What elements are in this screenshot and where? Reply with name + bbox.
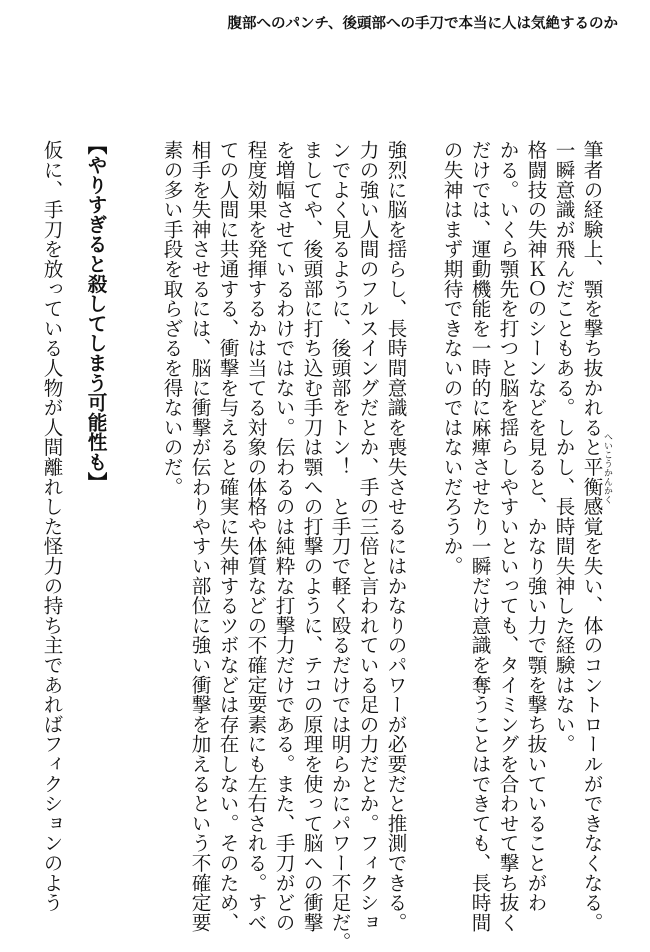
body-column-8: 力の強い人間のフルスイングだとか、手の三倍と言われている足の力だとか。フィクショ [356, 140, 379, 932]
body-column-10: ましてや、後頭部に打ち込む手刀は顎への打撃のように、テコの原理を使って脳への衝撃 [300, 140, 323, 932]
body-column-1: 筆者の経験上、顎を撃ち抜かれると平衡感覚を失い、体のコントロールができなくなる。 [580, 140, 603, 932]
body-column-3: 格闘技の失神ＫＯのシーンなどを見ると、かなり強い力で顎を撃ち抜いていることがわ [524, 140, 547, 913]
body-column-14: 相手を失神させるには、脳に衝撃が伝わりやすい部位に強い衝撃を加えるという不確定要 [188, 140, 211, 932]
section-column-1: 仮に、手刀を放っている人物が人間離れした怪力の持ち主であればフィクションのよう [40, 140, 63, 913]
body-column-5: だけでは、運動機能を一時的に麻痺させたり一瞬だけ意識を奪うことはできても、長時間 [468, 140, 491, 932]
body-column-4: かる。いくら顎先を打つと脳を揺らしやすいといっても、タイミングを合わせて撃ち抜く [496, 140, 519, 932]
body-column-15: 素の多い手段を取らざるを得ないのだ。 [160, 140, 183, 497]
body-column-7: 強烈に脳を揺らし、長時間意識を喪失させるにはかなりのパワーが必要だと推測できる。 [384, 140, 407, 932]
body-column-11: を増幅させているわけではない。伝わるのは純粋な打撃力だけである。また、手刀がどの [272, 140, 295, 932]
body-column-12: 程度効果を発揮するかは当てる対象の体格や体質などの不確定要素にも左右される。すべ [244, 140, 267, 932]
body-column-9: ンでよく見るように、後頭部をトン！ と手刀で軽く殴るだけでは明らかにパワー不足だ。 [328, 140, 351, 952]
body-column-2: 一瞬意識が飛んだこともある。しかし、長時間失神した経験はない。 [552, 140, 575, 754]
body-column-13: ての人間に共通する、衝撃を与えると確実に失神するツボなどは存在しない。そのため、 [216, 140, 239, 932]
running-head: 腹部へのパンチ、後頭部への手刀で本当に人は気絶するのか [227, 15, 618, 32]
section-heading: 【やりすぎると殺してしまう可能性も】 [84, 135, 107, 492]
ruby-heikoukankaku: へいこうかんかく [602, 432, 612, 504]
body-column-6: の失神はまず期待できないのではないだろうか。 [440, 140, 463, 576]
